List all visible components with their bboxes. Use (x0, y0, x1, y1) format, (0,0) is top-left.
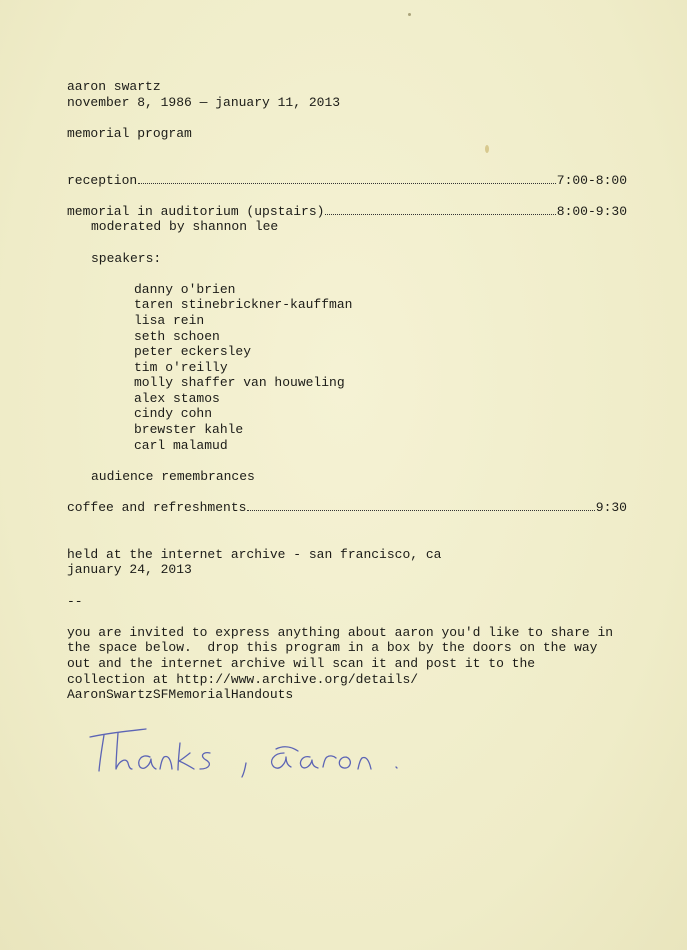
memorial-name: aaron swartz (67, 79, 161, 94)
speaker-item: carl malamud (134, 437, 228, 453)
program-document (67, 79, 627, 703)
speaker-item: danny o'brien (134, 281, 236, 297)
memorial-label: memorial in auditorium (upstairs) (67, 203, 325, 219)
speaker-item: seth schoen (134, 328, 220, 344)
speaker-item: molly shaffer van houweling (134, 375, 345, 391)
venue-location: held at the internet archive - san francisco, ca (67, 546, 442, 562)
memorial-time: 8:00-9:30 (556, 203, 627, 219)
handwritten-signature (88, 723, 418, 783)
venue-date: january 24, 2013 (67, 562, 192, 578)
program-title: memorial program (67, 125, 192, 141)
remembrances-line: audience remembrances (91, 468, 255, 484)
speaker-item: brewster kahle (134, 422, 244, 438)
coffee-row (67, 500, 627, 516)
speaker-item: alex stamos (134, 390, 220, 406)
dot-leader (247, 509, 594, 511)
life-dates: november 8, 1986 — january 11, 2013 (67, 94, 341, 110)
reception-time: 7:00-8:00 (556, 172, 627, 188)
coffee-time: 9:30 (595, 500, 627, 516)
paper-speck (408, 13, 411, 16)
speakers-heading: speakers: (91, 250, 162, 266)
speaker-item: cindy cohn (134, 406, 213, 422)
moderator-line: moderated by shannon lee (91, 219, 279, 235)
speaker-item: taren stinebrickner-kauffman (134, 297, 353, 313)
coffee-label: coffee and refreshments (67, 500, 247, 516)
reception-row (67, 173, 627, 189)
dot-leader (325, 213, 555, 215)
speaker-item: lisa rein (134, 312, 205, 328)
invitation-paragraph: you are invited to express anything about aaron you'd like to share in the space below. drop this program in a box by the doors on the way out and the internet archive will scan it and post it to the collection at http://www.archive.org/details/ AaronSwartzSFMemorialHandouts (67, 624, 614, 703)
reception-label: reception (67, 172, 138, 188)
speakers-list (67, 282, 627, 454)
separator: -- (67, 593, 83, 609)
memorial-row (67, 204, 627, 220)
speaker-item: peter eckersley (134, 344, 252, 360)
dot-leader (138, 182, 556, 184)
paper-speck (485, 145, 489, 153)
speaker-item: tim o'reilly (134, 359, 228, 375)
